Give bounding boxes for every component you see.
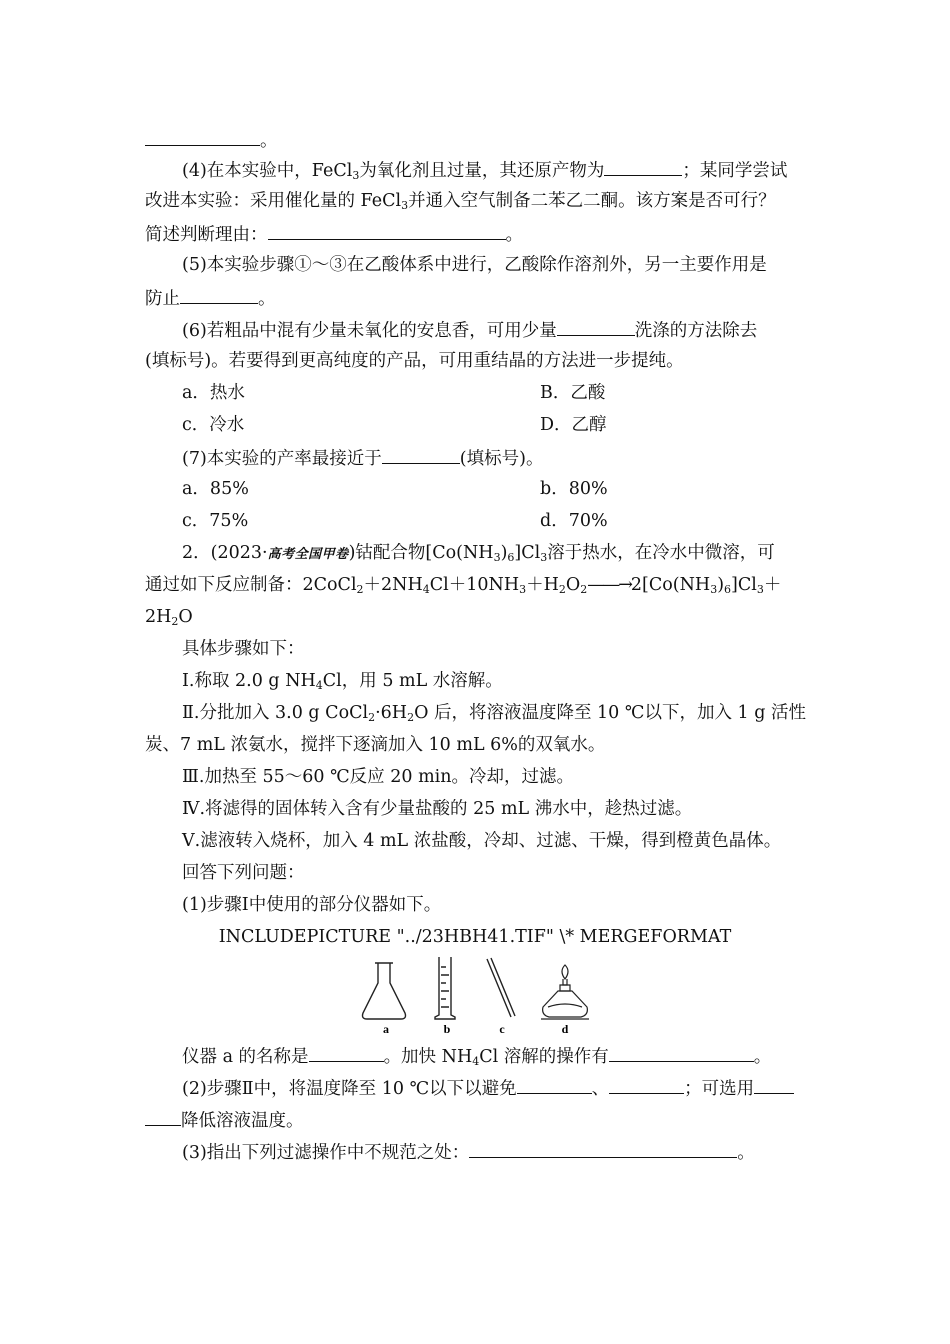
include-picture-field: INCLUDEPICTURE "../23HBH41.TIF" \* MERGEFORMAT	[218, 927, 732, 947]
label-d: d	[561, 1022, 569, 1036]
q2-part1-question: 仪器 a 的名称是 。加快 $NH_4Cl$ 溶解的操作有 。	[182, 1044, 771, 1068]
q1-part6-line2: (填标号)。若要得到更高纯度的产品，可用重结晶的方法进一步提纯。	[145, 351, 684, 371]
q1-part5-line2: 防止 。	[145, 286, 276, 310]
answer-blank[interactable]	[309, 1044, 384, 1062]
q1-continuation-line: 。	[145, 128, 278, 152]
answer-blank[interactable]	[382, 446, 460, 464]
option-c: c．75%	[182, 511, 249, 531]
answer-blank[interactable]	[145, 1108, 181, 1126]
option-a: a．热水	[182, 383, 245, 403]
option-b: b．80%	[540, 479, 608, 499]
q2-part1: (1)步骤Ⅰ中使用的部分仪器如下。	[182, 895, 442, 915]
answer-blank[interactable]	[180, 286, 258, 304]
label-b: b	[443, 1022, 451, 1036]
conical-flask-icon	[363, 963, 406, 1019]
step-5: Ⅴ.滤液转入烧杯，加入 4 mL 浓盐酸，冷却、过滤、干燥，得到橙黄色晶体。	[182, 831, 782, 851]
option-a: a．85%	[182, 479, 249, 499]
step-2-line1: Ⅱ.分批加入 3.0 g $CoCl_2\cdot 6H_2O$ 后，将溶液温度降至 10 ℃以下，加入 1 g 活性	[182, 703, 806, 724]
source-tag: 高考全国甲卷	[267, 547, 349, 562]
step-1: Ⅰ.称取 2.0 g $NH_4Cl$，用 5 mL 水溶解。	[182, 671, 503, 692]
q1-part4-line3: 简述判断理由： 。	[145, 222, 523, 246]
steps-title: 具体步骤如下：	[182, 639, 305, 659]
answer-blank[interactable]	[604, 158, 682, 176]
q1-part6-line1: (6)若粗品中混有少量未氧化的安息香，可用少量 洗涤的方法除去	[182, 318, 757, 342]
label-a: a	[383, 1022, 389, 1036]
option-d: d．70%	[540, 511, 608, 531]
graduated-cylinder-icon	[435, 957, 455, 1019]
answer-blank[interactable]	[609, 1044, 754, 1062]
answer-blank[interactable]	[145, 128, 260, 146]
answer-blank[interactable]	[609, 1076, 684, 1094]
step-4: Ⅳ.将滤得的固体转入含有少量盐酸的 25 mL 沸水中，趁热过滤。	[182, 799, 693, 819]
glass-rod-icon	[487, 958, 515, 1017]
answer-blank[interactable]	[517, 1076, 592, 1094]
step-2-line2: 炭、7 mL 浓氨水，搅拌下逐滴加入 10 mL 6%的双氧水。	[145, 735, 606, 755]
q2-equation-line2: $2H_2O$	[145, 607, 193, 628]
q2-part3: (3)指出下列过滤操作中不规范之处： 。	[182, 1140, 755, 1164]
reaction-arrow: ——→	[587, 575, 631, 595]
step-3: Ⅲ.加热至 55～60 ℃反应 20 min。冷却，过滤。	[182, 767, 575, 787]
q2-intro-line1: 2．(2023·高考全国甲卷)钴配合物$[Co(NH_3)_6]Cl_3$溶于热水，在冷水中微溶，可	[182, 543, 775, 564]
label-c: c	[499, 1022, 505, 1036]
option-c: c．冷水	[182, 415, 245, 435]
q1-part7-line1: (7)本实验的产率最接近于 (填标号)。	[182, 446, 543, 470]
option-d: D．乙醇	[540, 415, 607, 435]
answer-blank[interactable]	[469, 1140, 737, 1158]
answer-title: 回答下列问题：	[182, 863, 305, 883]
answer-blank[interactable]	[754, 1076, 794, 1094]
answer-blank[interactable]	[557, 318, 635, 336]
alcohol-lamp-icon	[541, 965, 589, 1019]
q2-part2-line1: (2)步骤Ⅱ中，将温度降至 10 ℃以下以避免 、 ；可选用	[182, 1076, 794, 1100]
apparatus-figure	[355, 955, 595, 1037]
q2-part2-line2: 降低溶液温度。	[145, 1108, 304, 1132]
q1-part5-line1: (5)本实验步骤①～③在乙酸体系中进行，乙酸除作溶剂外，另一主要作用是	[182, 255, 767, 275]
q1-part4-line1: (4)在本实验中，FeCl$_3$为氧化剂且过量，其还原产物为 ；某同学尝试	[182, 158, 787, 182]
option-b: B．乙酸	[540, 383, 606, 403]
q2-equation-line: 通过如下反应制备：$2CoCl_2+2NH_4Cl+10NH_3+H_2O_2——\to 2[Co(NH_3)_6]Cl_3+$	[145, 575, 782, 596]
answer-blank[interactable]	[268, 222, 506, 240]
q1-part4-line2: 改进本实验：采用催化量的 FeCl$_3$并通入空气制备二苯乙二酮。该方案是否可行？	[145, 191, 776, 212]
